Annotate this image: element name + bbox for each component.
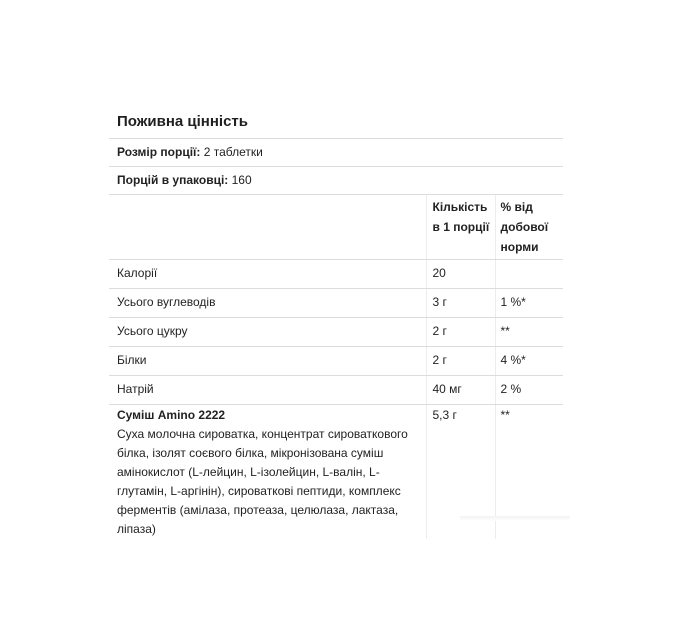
- row-name: Білки: [109, 347, 426, 376]
- nutrition-title: Поживна цінність: [109, 104, 563, 139]
- header-dv-line1: % від: [500, 200, 533, 214]
- table-row: [109, 289, 563, 318]
- bottom-fade-divider: [460, 516, 570, 521]
- row-amount: 2 г: [426, 318, 495, 347]
- header-dv-line3: норми: [500, 240, 539, 254]
- row-dv: 2 %: [495, 376, 563, 405]
- row-dv: **: [495, 318, 563, 347]
- header-amount-line1: Кількість: [432, 200, 488, 214]
- row-dv: 1 %*: [495, 289, 563, 318]
- row-amount: 2 г: [426, 347, 495, 376]
- row-amount: 20: [426, 260, 495, 289]
- blend-amount: 5,3 г: [426, 405, 495, 540]
- blend-dv: **: [495, 405, 563, 540]
- blend-name: Суміш Amino 2222: [117, 408, 226, 422]
- blend-name-cell: [109, 405, 426, 540]
- header-dv-cell: [495, 195, 563, 260]
- header-name-cell: [109, 195, 426, 260]
- table-header-row: [109, 195, 563, 260]
- row-name: Натрій: [109, 376, 426, 405]
- serving-size-row: [109, 139, 563, 167]
- nutrition-facts-panel: [109, 104, 563, 539]
- nutrition-table: [109, 195, 563, 539]
- row-name: Калорії: [109, 260, 426, 289]
- servings-per-container-label: Порцій в упаковці:: [117, 173, 229, 187]
- table-row: [109, 260, 563, 289]
- table-row: [109, 376, 563, 405]
- row-amount: 3 г: [426, 289, 495, 318]
- serving-size-label: Розмір порції:: [117, 145, 201, 159]
- table-row: [109, 347, 563, 376]
- table-row: [109, 318, 563, 347]
- header-dv-line2: добової: [500, 220, 549, 234]
- servings-per-container-row: [109, 167, 563, 195]
- servings-per-container-value: 160: [231, 173, 252, 187]
- header-amount-line2: в 1 порції: [432, 220, 490, 234]
- row-name: Усього цукру: [109, 318, 426, 347]
- row-dv: [495, 260, 563, 289]
- serving-size-value: 2 таблетки: [203, 145, 263, 159]
- row-amount: 40 мг: [426, 376, 495, 405]
- blend-description: Суха молочна сироватка, концентрат сироваткового білка, ізолят соєвого білка, мікронізована суміш амінокислот (L-лейцин, L-ізолейцин, L-валін, L-глутамін, L-аргінін), сироваткові пептиди, комплекс ферментів (амілаза, протеаза, целюлаза, лактаза, ліпаза): [117, 427, 408, 536]
- row-dv: 4 %*: [495, 347, 563, 376]
- row-name: Усього вуглеводів: [109, 289, 426, 318]
- header-amount-cell: [426, 195, 495, 260]
